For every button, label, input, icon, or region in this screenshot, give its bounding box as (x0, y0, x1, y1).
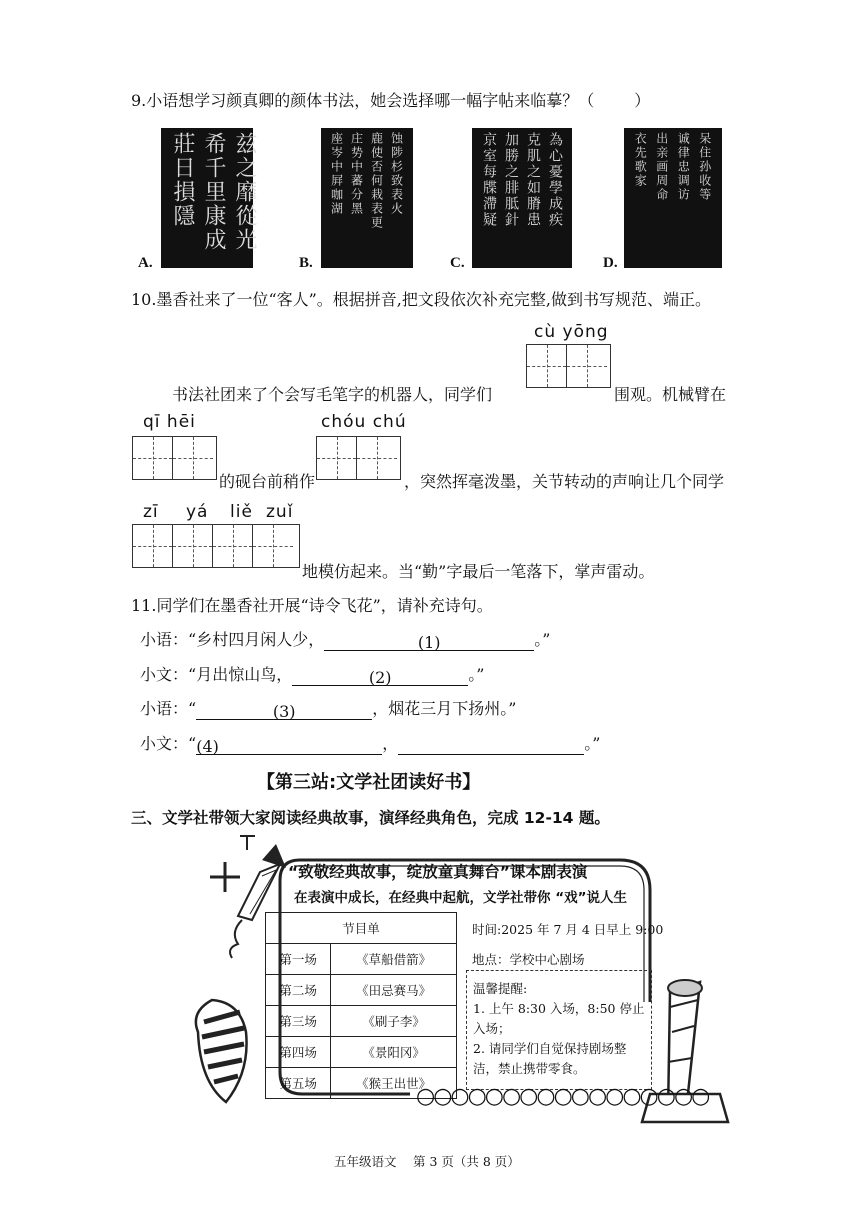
answer-blank-1[interactable] (324, 632, 534, 651)
callig-column: 诚律忠调访 (676, 132, 691, 202)
poem-text: 。” (468, 665, 485, 684)
play-cell: 《草船借箭》 (331, 944, 457, 975)
option-d-label: D. (603, 255, 618, 271)
answer-blank-4b[interactable] (398, 736, 584, 755)
q10-line1-text: 书法社团来了个会写毛笔字的机器人，同学们 (172, 385, 493, 404)
grid-cell[interactable] (213, 525, 253, 567)
blank-number: (3) (272, 702, 296, 721)
pinyin-zui: zuǐ (266, 502, 294, 522)
writing-grid-cuyong[interactable] (526, 344, 611, 388)
callig-column: 莊日損隱 (170, 132, 195, 228)
speaker: 小语： (140, 699, 189, 718)
poem-text: ，烟花三月下扬州。” (372, 699, 517, 718)
section-3-heading: 三、文学社带领大家阅读经典故事，演绎经典角色，完成 12-14 题。 (131, 809, 610, 827)
event-place: 地点：学校中心剧场 (472, 952, 585, 967)
answer-blank-4a[interactable] (196, 736, 382, 755)
speaker: 小文： (140, 665, 189, 684)
striped-gift-icon (196, 1000, 247, 1102)
page-footer: 五年级语文 第 3 页（共 8 页） (334, 1154, 520, 1169)
poem-line-2 (140, 664, 484, 686)
writing-grid-qihei[interactable] (132, 436, 217, 480)
grid-cell[interactable] (527, 345, 567, 387)
program-row (266, 975, 457, 1006)
callig-column: 希千里康成 (201, 132, 226, 252)
callig-column: 庄势中蕃分黑 (349, 132, 364, 216)
speaker: 小语： (140, 630, 189, 649)
poem-line-1 (140, 629, 550, 651)
callig-column: 蚀陟杉致表火 (389, 132, 404, 216)
poem-text: 。” (534, 630, 551, 649)
option-c-label: C. (450, 255, 465, 271)
answer-blank-3[interactable] (196, 701, 372, 720)
tip-item: 1. 上午 8:30 入场，8:50 停止入场； (473, 1001, 645, 1036)
play-cell: 《猴王出世》 (331, 1068, 457, 1099)
option-c-image (472, 128, 572, 268)
pinyin-qihei: qī hēi (143, 412, 196, 432)
writing-grid-ziyaliezui[interactable] (132, 524, 300, 568)
q9-stem (131, 90, 650, 112)
scene-cell: 第三场 (266, 1006, 331, 1037)
program-row (266, 1006, 457, 1037)
grid-cell[interactable] (133, 437, 173, 479)
callig-column: 京室每牒滯疑 (481, 132, 497, 228)
option-b-label: B. (299, 255, 313, 271)
q10-line2-text-end: ，突然挥毫泼墨，关节转动的声响让几个同学 (404, 472, 725, 491)
poem-line-3 (140, 698, 516, 720)
callig-column: 加勝之腓胝針 (503, 132, 519, 228)
tips-title: 温馨提醒: (473, 981, 528, 996)
poem-text: “ (188, 699, 197, 718)
grid-cell[interactable] (133, 525, 173, 567)
poem-text: “乡村四月闲人少， (188, 630, 325, 649)
writing-grid-chouchu[interactable] (316, 436, 401, 480)
program-table (265, 912, 457, 1099)
poem-text: “ (188, 734, 197, 753)
poem-text: 。” (584, 734, 601, 753)
poem-line-4: 小文：“(4) ， 。” (140, 734, 601, 756)
poem-text: “月出惊山鸟， (188, 665, 293, 684)
callig-column: 座岑中屛咖湖 (329, 132, 344, 216)
scene-cell: 第一场 (266, 944, 331, 975)
scene-cell: 第五场 (266, 1068, 331, 1099)
q10-line2-text: 的砚台前稍作 (219, 472, 316, 491)
blank-number: (1) (417, 633, 441, 652)
callig-column: 出亲画周命 (654, 132, 669, 202)
play-cell: 《景阳冈》 (331, 1037, 457, 1068)
callig-column: 兹之靡從光 (232, 132, 257, 252)
grid-cell[interactable] (173, 437, 213, 479)
callig-column: 呆住孙收等 (697, 132, 712, 202)
pinyin-chouchu: chóu chú (321, 412, 407, 432)
scene-cell: 第二场 (266, 975, 331, 1006)
q10-stem: 10.墨香社来了一位“客人”。根据拼音,把文段依次补充完整,做到书写规范、端正。 (131, 290, 711, 309)
station-title: 【第三站:文学社团读好书】 (257, 772, 481, 793)
q11-stem: 11.同学们在墨香社开展“诗令飞花”，请补充诗句。 (131, 596, 493, 615)
q9-paren: ） (634, 91, 651, 110)
grid-cell[interactable] (317, 437, 357, 479)
grid-cell[interactable] (173, 525, 213, 567)
blank-number: (4) (196, 737, 219, 756)
poster-subtitle: 在表演中成长，在经典中起航，文学社带你 “戏”说人生 (294, 890, 627, 906)
play-cell: 《刷子李》 (331, 1006, 457, 1037)
q10-line1-text-end: 围观。机械臂在 (614, 385, 727, 404)
tip-item: 2. 请同学们自觉保持剧场整洁，禁止携带零食。 (473, 1041, 627, 1076)
circle-border-row: ○○○○○○○○○○○○○○○○○ (416, 1084, 709, 1109)
callig-column: 克肌之如膌患 (525, 132, 541, 228)
answer-blank-2[interactable] (292, 667, 468, 686)
program-row (266, 1037, 457, 1068)
poster-title: “致敬经典故事，绽放童真舞台”课本剧表演 (288, 863, 588, 881)
tips-box (466, 970, 652, 1090)
option-a-label: A. (138, 255, 153, 271)
speaker: 小文： (140, 734, 189, 753)
blank-number: (2) (368, 668, 392, 687)
callig-column: 鹿使否何栽表更 (369, 132, 384, 230)
event-time: 时间:2025 年 7 月 4 日早上 9:00 (472, 922, 664, 937)
program-row (266, 944, 457, 975)
pinyin-ya: yá (186, 502, 209, 522)
q9-text: 9.小语想学习颜真卿的颜体书法，她会选择哪一幅字帖来临摹？（ (131, 91, 595, 110)
option-b-image (321, 128, 413, 268)
pinyin-lie: liě (230, 502, 253, 522)
grid-cell[interactable] (357, 437, 397, 479)
scene-cell: 第四场 (266, 1037, 331, 1068)
q10-line3-text: 地模仿起来。当“勤”字最后一笔落下，掌声雷动。 (302, 562, 655, 581)
pinyin-zi: zī (143, 502, 159, 522)
option-a-image (161, 128, 257, 268)
option-d-image (624, 128, 722, 268)
callig-column: 衣先歌家 (633, 132, 648, 188)
pinyin-cuyong: cù yōng (534, 322, 609, 342)
sparkle-icon (210, 862, 240, 892)
callig-column: 為心憂學成疾 (547, 132, 563, 228)
poster (180, 832, 730, 1132)
grid-cell[interactable] (253, 525, 293, 567)
grid-cell[interactable] (567, 345, 607, 387)
play-cell: 《田忌赛马》 (331, 975, 457, 1006)
program-header: 节目单 (266, 913, 457, 944)
